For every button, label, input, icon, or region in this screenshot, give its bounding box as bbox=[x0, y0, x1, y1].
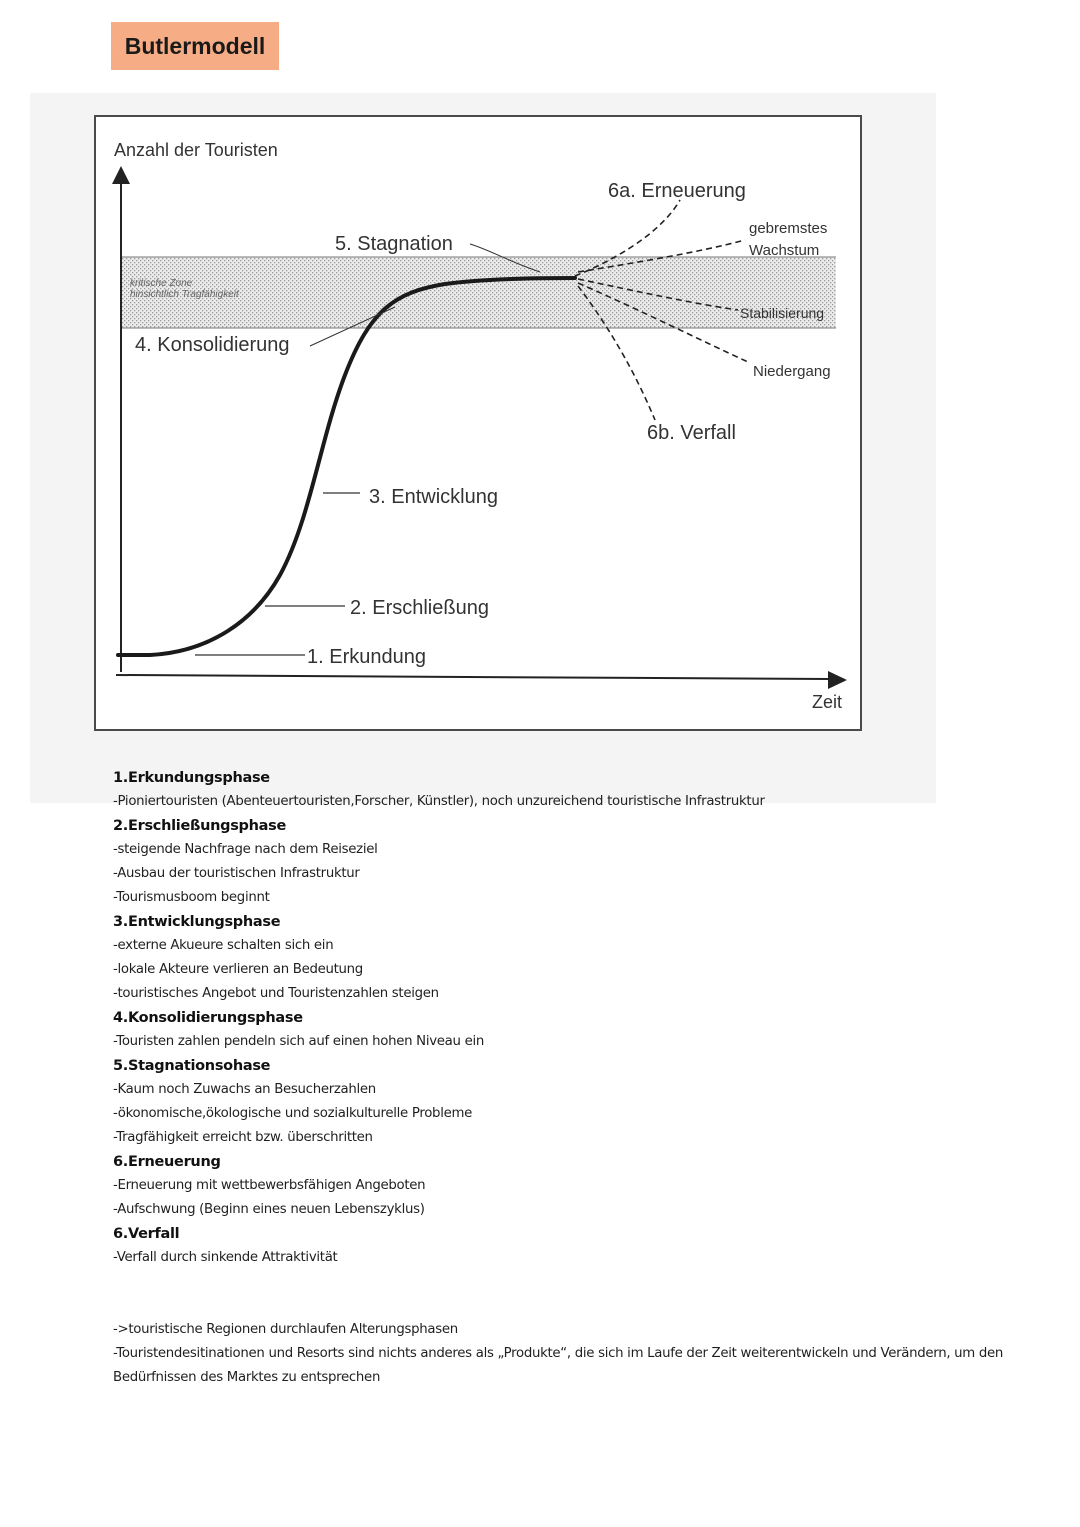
y-axis-label: Anzahl der Touristen bbox=[114, 140, 278, 160]
note-heading: 3.Entwicklungsphase bbox=[113, 914, 281, 930]
note-line: -Erneuerung mit wettbewerbsfähigen Angeboten bbox=[113, 1178, 426, 1193]
note-line: -steigende Nachfrage nach dem Reiseziel bbox=[113, 842, 378, 857]
x-axis bbox=[116, 675, 830, 679]
note-line: -lokale Akteure verlieren an Bedeutung bbox=[113, 962, 363, 977]
branch-label-growth-2: Wachstum bbox=[749, 242, 820, 259]
note-line: -Aufschwung (Beginn eines neuen Lebenszyklus) bbox=[113, 1202, 425, 1217]
note-heading: 6.Verfall bbox=[113, 1226, 180, 1242]
note-line: -Touristen zahlen pendeln sich auf einen hohen Niveau ein bbox=[113, 1034, 484, 1049]
spacer bbox=[113, 1270, 1053, 1318]
note-heading: 4.Konsolidierungsphase bbox=[113, 1010, 303, 1026]
note-line: -Verfall durch sinkende Attraktivität bbox=[113, 1250, 338, 1265]
branch-label-decline: Niedergang bbox=[753, 363, 831, 380]
note-line: -ökonomische,ökologische und sozialkulturelle Probleme bbox=[113, 1106, 473, 1121]
page-title: Butlermodell bbox=[111, 22, 279, 70]
note-heading: 6.Erneuerung bbox=[113, 1154, 221, 1170]
note-line: -externe Akueure schalten sich ein bbox=[113, 938, 334, 953]
branch-label-stabilisation: Stabilisierung bbox=[740, 305, 825, 321]
note-line: -Kaum noch Zuwachs an Besucherzahlen bbox=[113, 1082, 376, 1097]
note-line: -touristisches Angebot und Touristenzahlen steigen bbox=[113, 986, 439, 1001]
critical-zone-label-2: hinsichtlich Tragfähigkeit bbox=[130, 289, 239, 300]
critical-zone-label-1: kritische Zone bbox=[130, 278, 193, 289]
note-line: -Pioniertouristen (Abenteuertouristen,Forscher, Künstler), noch unzureichend touristische Infrastruktur bbox=[113, 794, 765, 809]
branch-label-growth-1: gebremstes bbox=[749, 220, 828, 237]
x-axis-label: Zeit bbox=[812, 692, 843, 712]
note-line: -Tragfähigkeit erreicht bzw. überschritten bbox=[113, 1130, 373, 1145]
y-axis-arrow bbox=[112, 166, 130, 184]
summary-line: -Touristendesitinationen und Resorts sind nichts anderes als „Produkte“, die sich im Laufe der Zeit weiterentwickeln und Verändern, um den Bedürfnissen des Marktes zu entsprechen bbox=[113, 1346, 1004, 1385]
phase-notes bbox=[113, 766, 1053, 1390]
note-heading: 1.Erkundungsphase bbox=[113, 770, 270, 786]
note-heading: 5.Stagnationsohase bbox=[113, 1058, 271, 1074]
note-line: -Ausbau der touristischen Infrastruktur bbox=[113, 866, 360, 881]
x-axis-arrow bbox=[828, 671, 847, 689]
phase-label-erneuerung: 6a. Erneuerung bbox=[608, 180, 746, 202]
phase-label-konsolidierung: 4. Konsolidierung bbox=[135, 334, 290, 356]
note-line: -Tourismusboom beginnt bbox=[113, 890, 270, 905]
phase-label-entwicklung: 3. Entwicklung bbox=[369, 486, 498, 508]
summary-line: ->touristische Regionen durchlaufen Alterungsphasen bbox=[113, 1322, 458, 1337]
note-heading: 2.Erschließungsphase bbox=[113, 818, 287, 834]
phase-label-erschliessung: 2. Erschließung bbox=[350, 597, 489, 619]
phase-label-stagnation: 5. Stagnation bbox=[335, 233, 453, 255]
phase-label-erkundung: 1. Erkundung bbox=[307, 646, 426, 668]
phase-label-verfall: 6b. Verfall bbox=[647, 422, 736, 444]
